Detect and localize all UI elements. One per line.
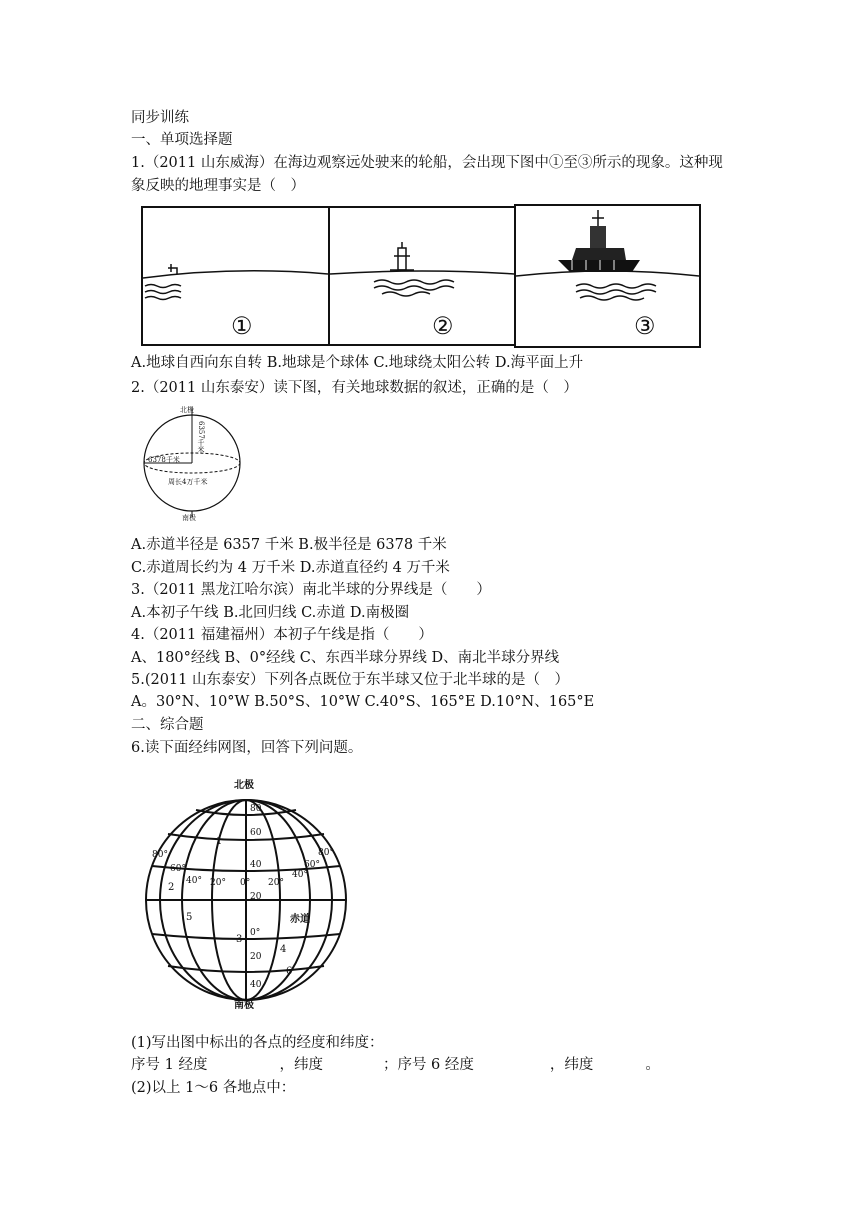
panel-label-1: ① xyxy=(231,312,253,340)
earth-dimension-figure xyxy=(140,405,250,525)
lat-label-20s: 20 xyxy=(250,952,262,962)
lon-label-left-60: 60° xyxy=(170,864,186,874)
lat-label-0: 0° xyxy=(250,928,261,938)
fill-point1-lat-label: ，纬度 xyxy=(279,1057,323,1073)
q2-options-line1: A.赤道半径是 6357 千米 B.极半径是 6378 千米 xyxy=(131,537,447,553)
q4-options: A、180°经线 B、0°经线 C、东西半球分界线 D、南北半球分界线 xyxy=(131,650,560,666)
q1-stem-line1: 1.（2011 山东威海）在海边观察远处驶来的轮船，会出现下图中①至③所示的现象。这种现 xyxy=(131,155,723,171)
fig-north-pole: 北极 xyxy=(180,406,194,414)
panel-label-3: ③ xyxy=(634,312,656,340)
fig-south-pole: 南极 xyxy=(182,514,196,522)
q3-stem: 3.（2011 黑龙江哈尔滨）南北半球的分界线是（ ） xyxy=(131,582,491,598)
fig-circumference: 周长4万千米 xyxy=(168,478,208,486)
fig-polar-radius: 6357千米 xyxy=(197,421,205,453)
lon-label-0: 0° xyxy=(240,878,251,888)
lon-label-left-80: 80° xyxy=(152,850,168,860)
lat-label-60: 60 xyxy=(250,828,262,838)
point-6: 6 xyxy=(286,966,293,977)
fill-end-period: 。 xyxy=(645,1057,660,1073)
point-2: 2 xyxy=(168,882,175,893)
panel-label-2: ② xyxy=(432,312,454,340)
q6-sub1: (1)写出图中标出的各点的经度和纬度： xyxy=(131,1035,384,1051)
fill-point1-lon-label: 序号 1 经度 xyxy=(131,1057,208,1073)
point-1: 1 xyxy=(216,836,223,847)
lat-label-40n: 40 xyxy=(250,860,262,870)
globe-equator-label: 赤道 xyxy=(290,914,310,925)
ship-panel-1 xyxy=(141,206,330,346)
point-4: 4 xyxy=(280,944,287,955)
fig-equator-radius: 6378千米 xyxy=(148,456,180,464)
ship-figure xyxy=(141,204,701,348)
lon-label-left-40: 40° xyxy=(186,876,202,886)
lon-label-right-60: 60° xyxy=(304,860,320,870)
fill-point6-lon-label: ；序号 6 经度 xyxy=(382,1057,474,1073)
ship-panel-2 xyxy=(328,206,516,346)
q1-options: A.地球自西向东自转 B.地球是个球体 C.地球绕太阳公转 D.海平面上升 xyxy=(131,355,584,371)
q5-options: A。30°N、10°W B.50°S、10°W C.40°S、165°E D.10°N、165°E xyxy=(131,694,595,710)
lat-label-40s: 40 xyxy=(250,980,262,990)
part1-heading: 一、单项选择题 xyxy=(131,132,233,148)
q5-stem: 5.(2011 山东泰安）下列各点既位于东半球又位于北半球的是（ ） xyxy=(131,672,569,688)
fill-point6-lat-label: ，纬度 xyxy=(549,1057,594,1073)
q6-stem: 6.读下面经纬网图，回答下列问题。 xyxy=(131,740,363,756)
q6-sub1-fill xyxy=(131,1055,660,1075)
lon-label-right-20: 20° xyxy=(268,878,284,888)
ship-panel-3 xyxy=(514,204,701,348)
point-5: 5 xyxy=(186,912,193,923)
graticule-globe-figure xyxy=(140,780,360,1010)
q4-stem: 4.（2011 福建福州）本初子午线是指（ ） xyxy=(131,627,433,643)
lon-label-right-40: 40° xyxy=(292,870,308,880)
ship-panel-3-drawing xyxy=(516,206,699,346)
lon-label-left-20: 20° xyxy=(210,878,226,888)
q2-options-line2: C.赤道周长约为 4 万千米 D.赤道直径约 4 万千米 xyxy=(131,560,450,576)
q1-stem-line2: 象反映的地理事实是（ ） xyxy=(131,178,305,194)
ship-panel-2-drawing xyxy=(330,208,514,344)
globe-north-pole: 北极 xyxy=(234,780,254,791)
lat-label-20n: 20 xyxy=(250,892,262,902)
section-title: 同步训练 xyxy=(131,110,189,126)
point-3: 3 xyxy=(236,934,243,945)
q6-sub2: (2)以上 1～6 各地点中： xyxy=(131,1080,296,1096)
lon-label-right-80: 80° xyxy=(318,848,334,858)
lat-label-80: 80 xyxy=(250,804,262,814)
q2-stem: 2.（2011 山东泰安）读下图，有关地球数据的叙述，正确的是（ ） xyxy=(131,380,578,396)
part2-heading: 二、综合题 xyxy=(131,717,204,733)
q3-options: A.本初子午线 B.北回归线 C.赤道 D.南极圈 xyxy=(131,605,410,621)
globe-south-pole: 南极 xyxy=(234,1000,254,1011)
earth-dimension-drawing xyxy=(140,405,250,525)
